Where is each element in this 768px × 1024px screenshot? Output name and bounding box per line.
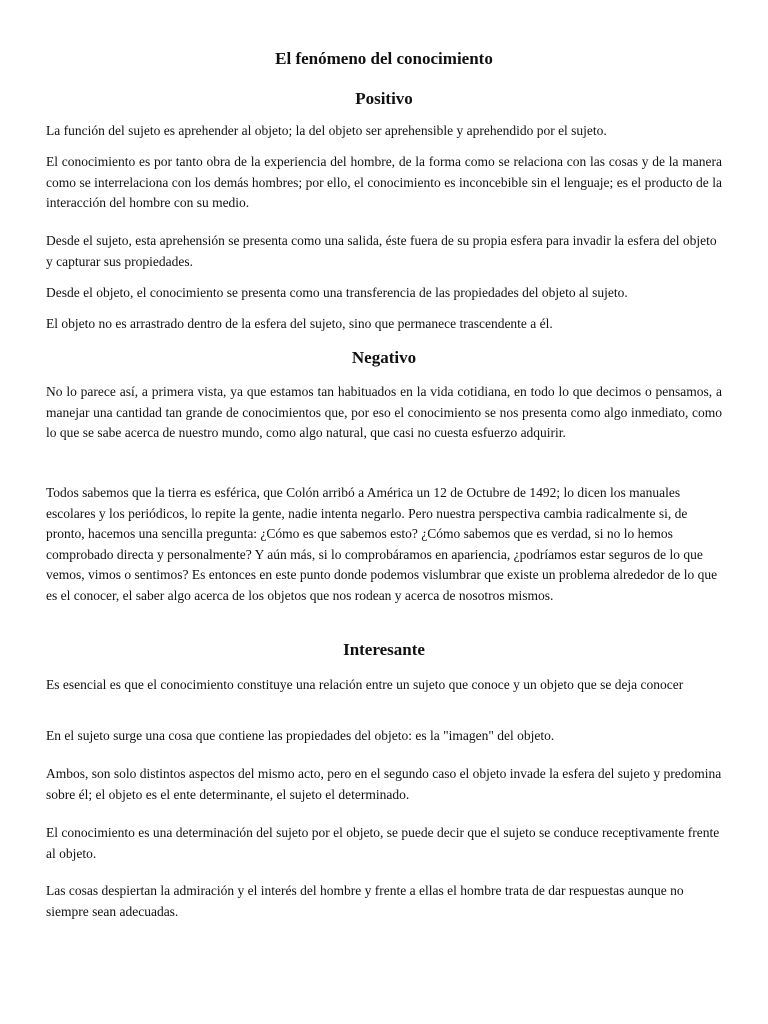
paragraph: Todos sabemos que la tierra es esférica, que Colón arribó a América un 12 de Octubre de 1492; lo dicen los manuales escolares y los periódicos, lo repite la gente, nadie intenta negarlo. Pero nuestra perspectiva cambia radicalmente si, de pronto, hacemos una sencilla pregunta: ¿Cómo es que sabemos esto? ¿Cómo sabemos que es verdad, si no lo hemos comprobado directa y personalmente? Y aún más, si lo comprobáramos en apariencia, ¿podríamos estar seguros de lo que vemos, vimos o sentimos? Es entonces en este punto donde podemos vislumbrar que existe un problema alrededor de lo que es el conocer, el saber algo acerca de los objetos que nos rodean y acerca de nosotros mismos. — [46, 485, 718, 603]
paragraph: Desde el sujeto, esta aprehensión se presenta como una salida, éste fuera de su propia esfera para invadir la esfera del objeto y capturar sus propiedades. — [46, 233, 717, 269]
paragraph: El objeto no es arrastrado dentro de la esfera del sujeto, sino que permanece trascendente a él. — [46, 316, 553, 331]
paragraph: El conocimiento es por tanto obra de la experiencia del hombre, de la forma como se relaciona con las cosas y de la manera como se interrelaciona con los demás hombres; por ello, el conocimiento es inconcebible sin el lenguaje; es el producto de la interacción del hombre con su medio. — [46, 154, 722, 211]
section-heading-negativo: Negativo — [351, 348, 417, 367]
paragraph: Desde el objeto, el conocimiento se presenta como una transferencia de las propiedades del objeto al sujeto. — [46, 285, 628, 300]
paragraph: La función del sujeto es aprehender al objeto; la del objeto ser aprehensible y aprehendido por el sujeto. — [46, 123, 607, 138]
paragraph: El conocimiento es una determinación del sujeto por el objeto, se puede decir que el sujeto se conduce receptivamente frente al objeto. — [46, 825, 720, 861]
section-heading-interesante: Interesante — [343, 640, 425, 659]
paragraph: No lo parece así, a primera vista, ya que estamos tan habituados en la vida cotidiana, en todo lo que decimos o pensamos, a manejar una cantidad tan grande de conocimientos que, por eso el conocimiento se nos presenta como algo inmediato, como lo que se sabe acerca de nuestro mundo, como algo natural, que casi no cuesta esfuerzo adquirir. — [46, 384, 722, 441]
paragraph: Ambos, son solo distintos aspectos del mismo acto, pero en el segundo caso el objeto invade la esfera del sujeto y predomina sobre él; el objeto es el ente determinante, el sujeto el determinado. — [46, 766, 722, 802]
paragraph: Las cosas despiertan la admiración y el interés del hombre y frente a ellas el hombre trata de dar respuestas aunque no siempre sean adecuadas. — [46, 883, 684, 919]
paragraph: Es esencial es que el conocimiento constituye una relación entre un sujeto que conoce y un objeto que se deja conocer — [46, 677, 684, 692]
document-title: El fenómeno del conocimiento — [275, 49, 493, 68]
section-heading-positivo: Positivo — [355, 89, 413, 108]
paragraph: En el sujeto surge una cosa que contiene las propiedades del objeto: es la "imagen" del objeto. — [46, 728, 555, 743]
